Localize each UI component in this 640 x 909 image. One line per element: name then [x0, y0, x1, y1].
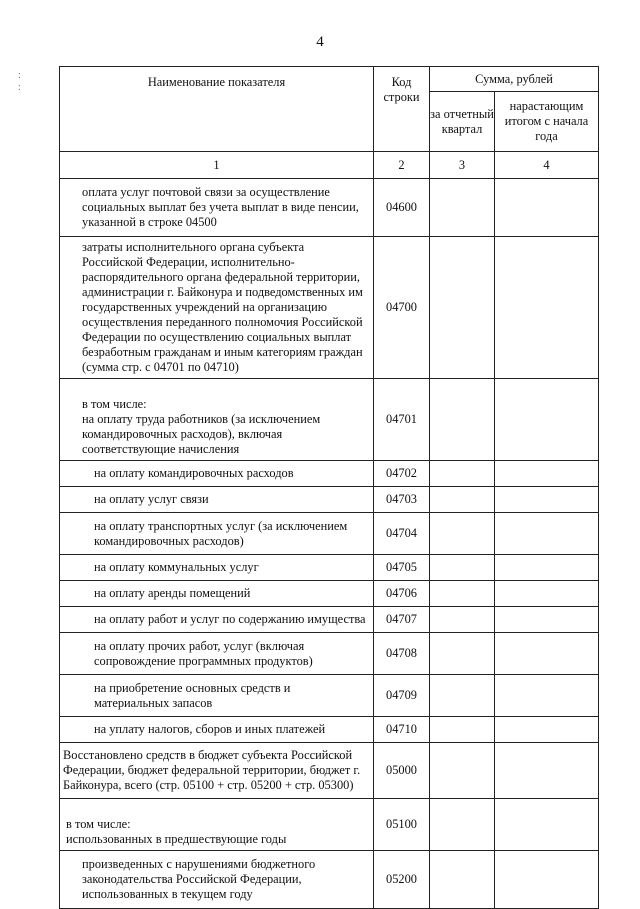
header-code: Код строки	[374, 67, 430, 152]
row-code: 04707	[374, 607, 430, 633]
row-name-text: в том числе: использованных в предшествующие годы	[66, 817, 287, 846]
table-row	[60, 717, 599, 743]
row-cumulative-value[interactable]	[495, 633, 599, 675]
row-name: на оплату транспортных услуг (за исключением командировочных расходов)	[60, 513, 374, 555]
row-code: 04705	[374, 555, 430, 581]
row-name: на оплату прочих работ, услуг (включая сопровождение программных продуктов)	[60, 633, 374, 675]
row-cumulative-value[interactable]	[495, 851, 599, 909]
table-row	[60, 461, 599, 487]
row-code: 04709	[374, 675, 430, 717]
row-period-value[interactable]	[430, 513, 495, 555]
row-name: на оплату командировочных расходов	[60, 461, 374, 487]
row-code: 04600	[374, 179, 430, 237]
header-sum: Сумма, рублей	[430, 67, 599, 92]
row-period-value[interactable]	[430, 633, 495, 675]
column-number: 4	[495, 152, 599, 179]
row-code: 04708	[374, 633, 430, 675]
row-cumulative-value[interactable]	[495, 555, 599, 581]
row-code: 04710	[374, 717, 430, 743]
table-row	[60, 379, 599, 461]
row-period-value[interactable]	[430, 851, 495, 909]
column-numbers-row	[60, 152, 599, 179]
margin-mark-top: :	[18, 70, 21, 81]
table-row	[60, 675, 599, 717]
row-period-value[interactable]	[430, 461, 495, 487]
row-name: на оплату коммунальных услуг	[60, 555, 374, 581]
table-row	[60, 555, 599, 581]
margin-mark-bottom: :	[18, 82, 21, 93]
row-cumulative-value[interactable]	[495, 513, 599, 555]
table-row	[60, 633, 599, 675]
table-row	[60, 581, 599, 607]
row-period-value[interactable]	[430, 743, 495, 799]
row-code: 04703	[374, 487, 430, 513]
table-row	[60, 487, 599, 513]
row-cumulative-value[interactable]	[495, 799, 599, 851]
column-number: 3	[430, 152, 495, 179]
row-name: на приобретение основных средств и материальных запасов	[60, 675, 374, 717]
row-name	[60, 799, 374, 851]
report-table	[59, 66, 599, 909]
row-code: 04701	[374, 379, 430, 461]
table-row	[60, 799, 599, 851]
row-cumulative-value[interactable]	[495, 743, 599, 799]
table-row	[60, 743, 599, 799]
row-period-value[interactable]	[430, 799, 495, 851]
row-name: на оплату аренды помещений	[60, 581, 374, 607]
header-period: за отчетный квартал	[430, 92, 495, 152]
row-cumulative-value[interactable]	[495, 607, 599, 633]
row-period-value[interactable]	[430, 717, 495, 743]
row-name-text: в том числе: на оплату труда работников (за исключением командировочных расходов), включая соответствующие начисления	[82, 397, 321, 456]
table-row	[60, 607, 599, 633]
row-name: произведенных с нарушениями бюджетного законодательства Российской Федерации, использованных в текущем году	[60, 851, 374, 909]
row-period-value[interactable]	[430, 487, 495, 513]
table-row	[60, 179, 599, 237]
row-cumulative-value[interactable]	[495, 487, 599, 513]
row-cumulative-value[interactable]	[495, 461, 599, 487]
header-cumulative: нарастающим итогом с начала года	[495, 92, 599, 152]
row-period-value[interactable]	[430, 607, 495, 633]
column-number: 1	[60, 152, 374, 179]
row-period-value[interactable]	[430, 555, 495, 581]
row-code: 04700	[374, 237, 430, 379]
row-name	[60, 379, 374, 461]
row-code: 04702	[374, 461, 430, 487]
row-name: Восстановлено средств в бюджет субъекта Российской Федерации, бюджет федеральной территории, бюджет г. Байконура, всего (стр. 05100 + стр. 05200 + стр. 05300)	[60, 743, 374, 799]
row-cumulative-value[interactable]	[495, 379, 599, 461]
row-name: оплата услуг почтовой связи за осуществление социальных выплат без учета выплат в виде пенсии, указанной в строке 04500	[60, 179, 374, 237]
row-period-value[interactable]	[430, 581, 495, 607]
table-row	[60, 851, 599, 909]
row-name: на оплату работ и услуг по содержанию имущества	[60, 607, 374, 633]
column-number: 2	[374, 152, 430, 179]
row-name: на уплату налогов, сборов и иных платежей	[60, 717, 374, 743]
row-cumulative-value[interactable]	[495, 179, 599, 237]
row-cumulative-value[interactable]	[495, 717, 599, 743]
row-cumulative-value[interactable]	[495, 675, 599, 717]
row-cumulative-value[interactable]	[495, 581, 599, 607]
row-code: 04706	[374, 581, 430, 607]
header-name: Наименование показателя	[60, 67, 374, 152]
row-cumulative-value[interactable]	[495, 237, 599, 379]
row-code: 05000	[374, 743, 430, 799]
header-row-top	[60, 67, 599, 92]
row-code: 05200	[374, 851, 430, 909]
row-name: на оплату услуг связи	[60, 487, 374, 513]
row-period-value[interactable]	[430, 675, 495, 717]
row-code: 05100	[374, 799, 430, 851]
row-period-value[interactable]	[430, 179, 495, 237]
page-number: 4	[316, 34, 324, 50]
row-name: затраты исполнительного органа субъекта Российской Федерации, исполнительно-распорядительного органа федеральной территории, администрации г. Байконура и подведомственных им государственных учреждений на организацию осуществления переданного полномочия Российской Федерации по осуществлению социальных выплат безработным гражданам и иным категориям граждан (сумма стр. с 04701 по 04710)	[60, 237, 374, 379]
row-period-value[interactable]	[430, 379, 495, 461]
row-period-value[interactable]	[430, 237, 495, 379]
row-code: 04704	[374, 513, 430, 555]
table-row	[60, 513, 599, 555]
table-row	[60, 237, 599, 379]
